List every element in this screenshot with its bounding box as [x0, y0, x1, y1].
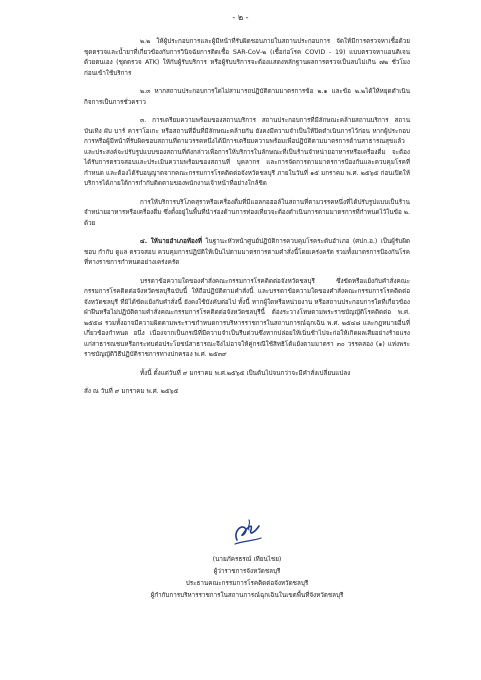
section-4-label: ๔. ให้นายอำเภอท้องที่ [140, 238, 203, 245]
signature-block [84, 514, 410, 602]
paragraph-conflict-clause: บรรดาข้อความใดของคำสั่งคณะกรรมการโรคติดต่อจังหวัดชลบุรี ซึ่งขัดหรือแย้งกับคำสั่งคณะกรรมการโรคติดต่อจังหวัดชลบุรีฉบับนี้ ให้ถือปฏิบัติตามคำสั่งนี้ และบรรดาข้อความใดของคำสั่งคณะกรรมการโรคติดต่อจังหวัดชลบุรี ที่มิได้ขัดแย้งกับคำสั่งนี้ ยังคงใช้บังคับต่อไป ทั้งนี้ หากผู้ใดหรือหน่วยงาน หรือสถานประกอบการใดที่เกี่ยวข้อง ฝ่าฝืนหรือไม่ปฏิบัติตามคำสั่งคณะกรรมการโรคติดต่อจังหวัดชลบุรีนี้ ต้องระวางโทษตามพระราชบัญญัติโรคติดต่อ พ.ศ. ๒๕๕๘ รวมทั้งอาจมีความผิดตามพระราชกำหนดการบริหารราชการในสถานการณ์ฉุกเฉิน พ.ศ. ๒๕๔๘ และกฎหมายอื่นที่เกี่ยวข้องกำหนด อนึ่ง เนื่องจากเป็นกรณีที่มีความจำเป็นรีบด่วนซึ่งหากปล่อยให้เนิ่นช้าไปจะก่อให้เกิดผลเสียอย่างร้ายแรงแก่สาธารณชนหรือกระทบต่อประโยชน์สาธารณะจึงไม่อาจให้คู่กรณีใช้สิทธิโต้แย้งตามมาตรา ๓๐ วรรคสอง (๑) แห่งพระราชบัญญัติวิธีปฏิบัติราชการทางปกครอง พ.ศ. ๒๕๓๙ [84, 277, 410, 358]
paragraph-4-text: ในฐานะหัวหน้าศูนย์ปฏิบัติการควบคุมโรคระดับอำเภอ (ศปก.อ.) เป็นผู้รับผิดชอบ กำกับ ดูแล ตรวจสอบ ควบคุมการปฏิบัติให้เป็นไปตามมาตรการตามคำสั่งนี้โดยเคร่งครัด รวมทั้งมาตรการป้องกันโรคที่ทางราชการกำหนดอย่างเคร่งครัด [84, 238, 410, 266]
signatory-position-3: ผู้กำกับการบริหารราชการในสถานการณ์ฉุกเฉินในเขตพื้นที่จังหวัดชลบุรี [150, 592, 344, 599]
document-body [84, 37, 410, 398]
paragraph-3-alcohol: การให้บริการบริโภคสุราหรือเครื่องดื่มที่มีแอลกอฮอล์ในสถานที่ตามวรรคหนึ่งที่ได้ปรับรูปแบบเป็นร้านจำหน่ายอาหารหรือเครื่องดื่ม ซึ่งตั้งอยู่ในพื้นที่นำร่องด้านการท่องเที่ยวจะต้องดำเนินการตามมาตรการที่กำหนดไว้ในข้อ ๒. ด้วย [84, 198, 410, 227]
paragraph-2-3: ๒.๓ หากสถานประกอบการใดไม่สามารถปฏิบัติตามมาตรการข้อ ๒.๑ และข้อ ๒.๒ได้ให้หยุดดำเนินกิจการเป็นการชั่วคราว [84, 88, 410, 106]
handwritten-signature [227, 514, 267, 550]
signatory-position-2: ประธานคณะกรรมการโรคติดต่อจังหวัดชลบุรี [185, 580, 309, 587]
order-date: สั่ง ณ วันที่ ๙ มกราคม พ.ศ. ๒๕๖๕ [84, 388, 179, 395]
page-number: - ๒ - [232, 13, 249, 22]
paragraph-3: ๓. การเตรียมความพร้อมของสถานบริการ สถานประกอบการที่มีลักษณะคล้ายสถานบริการ สถานบันเทิง ผับ บาร์ คาราโอเกะ หรือสถานที่อื่นที่มีลักษณะคล้ายกัน ยังคงมีความจำเป็นให้ปิดดำเนินการไว้ก่อน หากผู้ประกอบการหรือผู้มีหน้าที่รับผิดชอบสถานที่ดามวรรคหนึ่งได้มีการเตรียมความพร้อมเพื่อปฏิบัติตามมาตรการด้านสาธารณสุขแล้ว และประสงค์จะปรับรูปแบบของสถานที่ดังกล่าวเพื่อการให้บริการในลักษณะที่เป็นร้านจำหน่ายอาหารหรือเครื่องดื่ม จะต้องได้รับการตรวจสอบและประเมินความพร้อมของสถานที่ บุคลากร และการจัดการตามมาตรการป้องกันและควบคุมโรคที่กำหนด และต้องได้รับอนุญาตจากคณะกรรมการโรคติดต่อจังหวัดชลบุรี ภายในวันที่ ๑๕ มกราคม พ.ศ. ๒๕๖๕ ก่อนเปิดให้บริการได้ภายใต้การกำกับติดตามของพนักงานเจ้าหน้าที่อย่างใกล้ชิด [84, 117, 410, 187]
paragraph-4 [84, 237, 410, 269]
paragraph-effective-date: ทั้งนี้ ตั้งแต่วันที่ ๙ มกราคม พ.ศ.๒๕๖๕ เป็นต้นไปจนกว่าจะมีคำสั่งเปลี่ยนแปลง [140, 369, 351, 377]
paragraph-2-2: ๒.๒ ให้ผู้ประกอบการและผู้มีหน้าที่รับผิดชอบภายในสถานประกอบการ จัดให้มีการตรวจหาเชื้อด้วยชุดตรวจและน้ำยาที่เกี่ยวข้องกับการวินิจฉัยการติดเชื้อ SAR-CoV-๒ (เชื้อก่อโรค COVID - 19) แบบตรวจหาแอนติเจนด้วยตนเอง (ชุดตรวจ ATK) ให้กับผู้รับบริการ หรือผู้รับบริการจะต้องแสดงหลักฐานผลการตรวจเป็นลบไม่เกิน ๗๒ ชั่วโมงก่อนเข้าใช้บริการ [84, 38, 410, 77]
signatory-position-1: ผู้ว่าราชการจังหวัดชลบุรี [213, 568, 281, 575]
signatory-name: (นายภัครธรณ์ เทียนไชย) [212, 556, 282, 563]
